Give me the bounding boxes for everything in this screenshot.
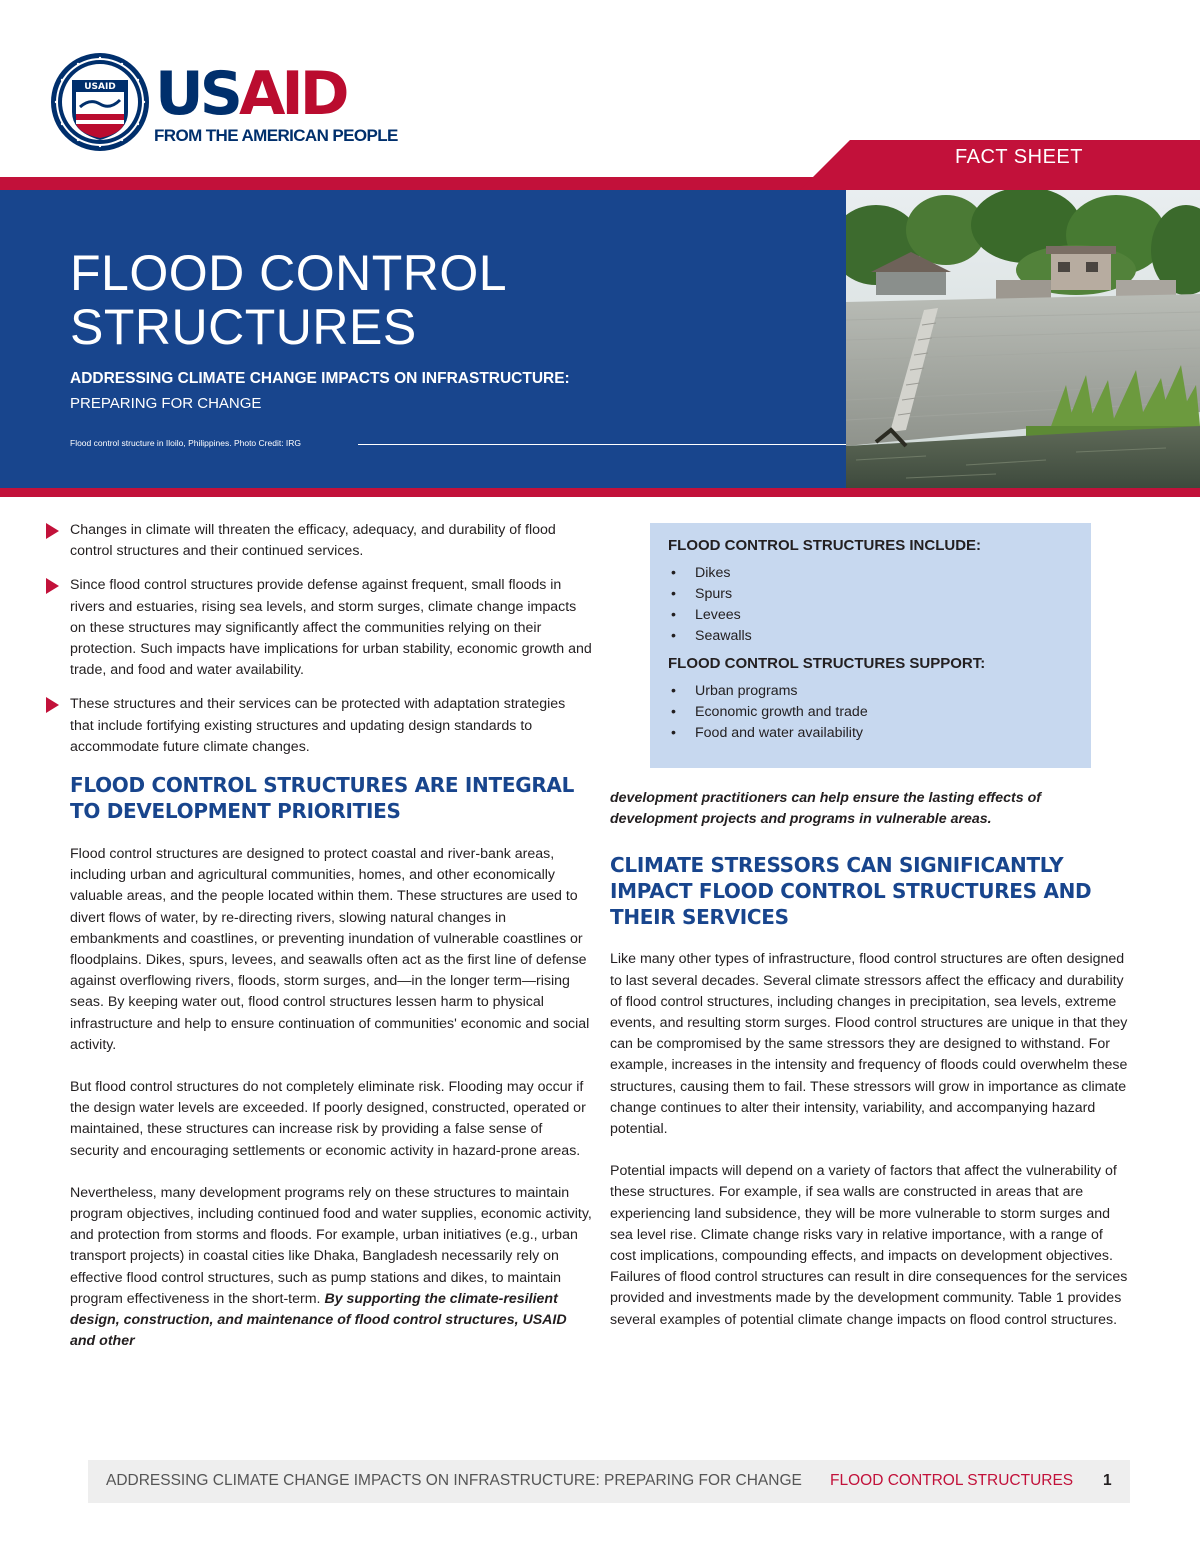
- page-footer: [88, 1460, 1130, 1503]
- list-item: • Food and water availability: [668, 723, 1091, 744]
- list-item: • Levees: [668, 605, 1091, 626]
- right-column: [610, 788, 1130, 1331]
- hero-banner: [0, 190, 846, 488]
- photo-credit: Flood control structure in Iloilo, Philippines. Photo Credit: IRG: [70, 438, 302, 448]
- triangle-bullet-icon: [46, 578, 59, 594]
- stressors-paragraph-2: Potential impacts will depend on a variety of factors that affect the vulnerability of these structures. For example, if sea walls are constructed in areas that are experiencing land subsidence, they will be more vulnerable to storm surges and sea level rise. Climate change risks vary in relative importance, with a range of cost implications, compounding effects, and impacts on development objectives. Failures of flood control structures can result in dire consequences for the services provided and investments made by the development community. Table 1 provides several examples of potential climate change impacts on flood control structures.: [610, 1163, 1128, 1328]
- page-title: FLOOD CONTROL STRUCTURES: [70, 245, 506, 355]
- integral-emphasis-continued: development practitioners can help ensure the lasting effects of development projects and programs in vulnerable areas.: [610, 790, 1041, 828]
- usaid-logo: [50, 52, 410, 152]
- integral-emphasis: By supporting the climate-resilient design, construction, and maintenance of flood control structures, USAID and other: [70, 1290, 567, 1350]
- include-list: [668, 563, 1091, 647]
- stressors-paragraph-1: Like many other types of infrastructure, flood control structures are often designed to last several decades. Several climate stressors affect the efficacy and durability of flood control structures, including changes in precipitation, sea levels, extreme events, and resulting storm surges. Flood control structures are unique in that they can be compromised by the same stressors they are designed to withstand. For example, increases in the intensity and frequency of floods could overwhelm these structures, causing them to fail. These stressors will grow in importance as climate change continues to alter their intensity, variability, and accompanying hazard potential.: [610, 951, 1128, 1138]
- triangle-bullet-icon: [46, 697, 59, 713]
- hero-subtitle-2: PREPARING FOR CHANGE: [70, 395, 262, 412]
- usaid-wordmark: USAID: [155, 59, 346, 129]
- info-box: [650, 523, 1091, 768]
- intro-bullet: Since flood control structures provide defense against frequent, small floods in rivers and estuaries, rising sea levels, and storm surges, climate change impacts on these structures may significantly affect the communities relying on their protection. Such impacts have implications for urban stability, economic growth and trade, and food and water availability.: [70, 575, 592, 681]
- list-item: • Spurs: [668, 584, 1091, 605]
- list-item: • Urban programs: [668, 681, 1091, 702]
- intro-bullet: Changes in climate will threaten the efficacy, adequacy, and durability of flood control structures and their continued services.: [70, 520, 592, 562]
- section-heading-stressors: CLIMATE STRESSORS CAN SIGNIFICANTLY IMPACT FLOOD CONTROL STRUCTURES AND THEIR SERVICES: [610, 853, 1092, 930]
- usaid-seal-icon: [50, 52, 150, 152]
- support-list: [668, 681, 1091, 744]
- list-item: • Seawalls: [668, 626, 1091, 647]
- info-include-heading: FLOOD CONTROL STRUCTURES INCLUDE:: [668, 537, 982, 554]
- logo-tagline: FROM THE AMERICAN PEOPLE: [154, 126, 398, 145]
- svg-text:USAID: USAID: [84, 82, 116, 92]
- integral-paragraph-3: Nevertheless, many development programs rely on these structures to maintain program objectives, including continued food and water supplies, economic activity, and protection from storms and floods. For example, urban initiatives (e.g., urban transport projects) in coastal cities like Dhaka, Bangladesh necessarily rely on effective flood control structures, such as pump stations and dikes, to maintain program effectiveness in the short-term. By supporting the climate-resilient design, construction, and maintenance of flood control structures, USAID and other: [70, 1184, 592, 1350]
- info-support-heading: FLOOD CONTROL STRUCTURES SUPPORT:: [668, 655, 986, 672]
- page-number: 1: [1103, 1472, 1112, 1489]
- footer-doc-title: FLOOD CONTROL STRUCTURES: [830, 1472, 1074, 1489]
- integral-paragraph-1: Flood control structures are designed to protect coastal and river-bank areas, including urban and agricultural communities, homes, and other economically valuable areas, and the people located within them. These structures are used to divert flows of water, by re-directing rivers, slowing natural changes in embankments and coastlines, or preventing inundation of vulnerable coastlines or floodplains. Dikes, spurs, levees, and seawalls often act as the first line of defense against overflowing rivers, floods, storm surges, and—in the longer term—rising seas. By keeping water out, flood control structures lessen harm to physical infrastructure and help to ensure continuation of communities' economic and social activity.: [70, 846, 590, 1053]
- photo-credit-rule: [358, 444, 846, 445]
- fact-sheet-label: FACT SHEET: [955, 146, 1083, 168]
- hero-photo: [846, 190, 1200, 488]
- section-heading-integral: FLOOD CONTROL STRUCTURES ARE INTEGRAL TO DEVELOPMENT PRIORITIES: [70, 773, 575, 824]
- list-item: • Dikes: [668, 563, 1091, 584]
- hero-subtitle: ADDRESSING CLIMATE CHANGE IMPACTS ON INFRASTRUCTURE:: [70, 370, 570, 387]
- footer-series-title: ADDRESSING CLIMATE CHANGE IMPACTS ON INFRASTRUCTURE: PREPARING FOR CHANGE: [106, 1472, 802, 1489]
- integral-paragraph-2: But flood control structures do not completely eliminate risk. Flooding may occur if the design water levels are exceeded. If poorly designed, constructed, operated or maintained, these structures can increase risk by providing a false sense of security and encouraging settlements or economic activity in hazard-prone areas.: [70, 1079, 586, 1159]
- left-column: [70, 520, 592, 1353]
- flood-wall-photo-image: [846, 190, 1200, 488]
- triangle-bullet-icon: [46, 523, 59, 539]
- hero-bottom-band: [0, 488, 1200, 497]
- intro-bullet: These structures and their services can be protected with adaptation strategies that include fortifying existing structures and updating design standards to accommodate future climate changes.: [70, 694, 592, 758]
- list-item: • Economic growth and trade: [668, 702, 1091, 723]
